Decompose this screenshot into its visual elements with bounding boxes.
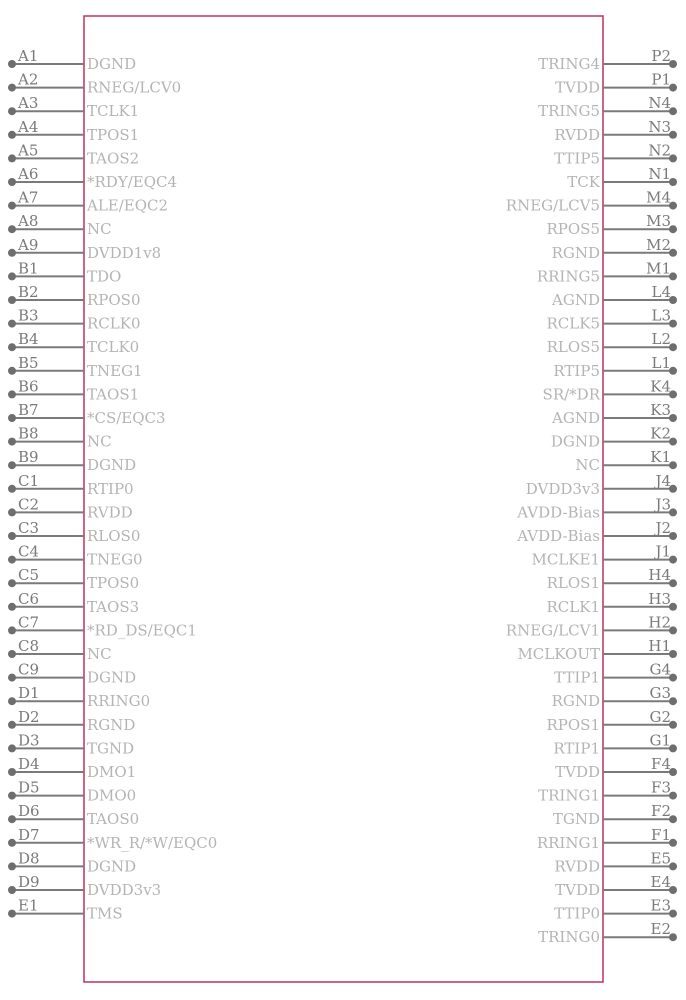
- pin-name-label: TVDD: [555, 881, 600, 899]
- pin-number: C1: [18, 471, 40, 490]
- pin-number: G1: [649, 731, 671, 750]
- pin-number: J3: [655, 495, 671, 514]
- pin-name-label: DGND: [87, 668, 137, 687]
- pin-name-label: TRING1: [538, 786, 600, 805]
- pin-name-label: RPOS1: [546, 715, 600, 734]
- pin-name-label: SR/*DR: [542, 385, 600, 404]
- pin-number: B6: [18, 377, 39, 396]
- pin-terminal-dot: [8, 768, 16, 776]
- pin-number: C5: [18, 566, 40, 585]
- pin-name-label: RGND: [551, 243, 600, 262]
- pin-terminal-dot: [8, 839, 16, 847]
- pin-name-label: TTIP5: [554, 149, 600, 168]
- pin-number: D7: [18, 825, 40, 844]
- pin-name-label: NC: [87, 432, 112, 451]
- pin-name-label: DGND: [87, 456, 137, 475]
- pin-name-label: TVDD: [555, 763, 600, 781]
- pin-number: K4: [650, 377, 671, 396]
- pin-number: L4: [651, 283, 671, 301]
- pin-number: M3: [646, 212, 671, 231]
- pin-name-label: TNEG1: [87, 361, 143, 380]
- pin-name-label: DMO1: [87, 763, 137, 781]
- pin-name-label: RPOS0: [87, 291, 141, 309]
- pin-name-label: ALE/EQC2: [87, 196, 169, 215]
- pin-terminal-dot: [8, 532, 16, 540]
- pin-name-label: AVDD-Bias: [517, 527, 600, 545]
- pin-name-label: RLOS0: [87, 527, 141, 545]
- pin-number: D2: [18, 707, 40, 726]
- pin-number: D3: [18, 731, 40, 750]
- pin-number: N4: [648, 94, 671, 113]
- pin-name-label: NC: [87, 645, 112, 663]
- pin-name-label: RRING0: [87, 692, 151, 711]
- pin-name-label: NC: [87, 220, 112, 239]
- pin-name-label: MCLKOUT: [517, 645, 600, 663]
- pin-number: E2: [650, 920, 671, 939]
- pin-terminal-dot: [8, 343, 16, 351]
- pin-number: L2: [651, 330, 671, 349]
- pin-number: J2: [655, 519, 671, 537]
- pin-terminal-dot: [8, 461, 16, 469]
- pin-name-label: DMO0: [87, 786, 137, 805]
- pin-terminal-dot: [8, 650, 16, 658]
- pin-name-label: RPOS5: [546, 220, 600, 239]
- pin-terminal-dot: [8, 579, 16, 587]
- pin-name-label: RCLK0: [87, 314, 141, 333]
- pin-name-label: TPOS1: [87, 125, 140, 144]
- pin-name-label: TRING4: [538, 55, 600, 73]
- pin-number: H4: [648, 566, 671, 585]
- pin-terminal-dot: [8, 485, 16, 493]
- pin-number: A4: [18, 117, 39, 136]
- pin-number: C2: [18, 495, 40, 514]
- pin-terminal-dot: [8, 792, 16, 800]
- pin-name-label: TVDD: [555, 78, 600, 97]
- pin-name-label: RTIP1: [553, 739, 600, 758]
- pin-number: L1: [651, 353, 671, 372]
- pin-number: K3: [650, 401, 671, 419]
- pin-terminal-dot: [8, 272, 16, 280]
- pin-number: C9: [18, 660, 40, 679]
- pin-number: F4: [651, 755, 671, 773]
- pin-name-label: RGND: [87, 715, 136, 734]
- pin-number: N2: [648, 141, 671, 160]
- pin-number: A8: [18, 212, 39, 231]
- pin-number: K2: [650, 424, 671, 443]
- pin-number: D1: [18, 684, 40, 703]
- pin-number: D6: [18, 802, 40, 821]
- pin-name-label: TAOS3: [87, 597, 140, 616]
- pin-terminal-dot: [8, 202, 16, 210]
- pin-number: J1: [655, 542, 671, 561]
- pin-number: B3: [18, 306, 39, 325]
- pin-name-label: TTIP1: [554, 668, 600, 687]
- pin-number: M2: [646, 235, 671, 254]
- pin-terminal-dot: [8, 84, 16, 92]
- pin-number: A2: [18, 70, 39, 89]
- pin-name-label: RVDD: [554, 125, 600, 144]
- pin-name-label: TAOS2: [87, 149, 140, 168]
- pin-number: A3: [18, 94, 39, 113]
- pin-number: C3: [18, 519, 40, 537]
- pin-name-label: TGND: [552, 810, 600, 829]
- pin-name-label: RNEG/LCV5: [505, 196, 600, 215]
- pin-number: A7: [18, 188, 39, 207]
- pin-name-label: AVDD-Bias: [517, 503, 600, 522]
- pin-terminal-dot: [8, 862, 16, 870]
- pin-number: C7: [18, 613, 40, 632]
- pin-name-label: MCLKE1: [531, 550, 600, 569]
- pin-name-label: TPOS0: [87, 574, 140, 593]
- pin-terminal-dot: [8, 178, 16, 186]
- pin-name-label: RGND: [551, 692, 600, 711]
- pin-number: F1: [651, 825, 671, 844]
- pin-number: N3: [648, 117, 671, 136]
- pin-number: G3: [649, 684, 671, 703]
- pin-name-label: TCLK0: [87, 338, 140, 357]
- pin-number: B9: [18, 448, 39, 467]
- pin-terminal-dot: [8, 367, 16, 375]
- pin-number: H3: [648, 589, 671, 608]
- pin-number: A6: [18, 165, 39, 183]
- pin-name-label: RNEG/LCV0: [87, 78, 182, 97]
- pin-name-label: RRING1: [536, 833, 600, 852]
- pin-name-label: *RD_DS/EQC1: [87, 621, 197, 640]
- pin-name-label: TTIP0: [554, 904, 600, 923]
- pin-name-label: RLOS1: [546, 574, 600, 593]
- pin-name-label: TRING5: [538, 102, 600, 121]
- pin-name-label: TAOS1: [87, 385, 140, 404]
- pin-number: B5: [18, 353, 39, 372]
- pin-number: D8: [18, 849, 40, 868]
- pin-terminal-dot: [8, 815, 16, 823]
- pin-name-label: RLOS5: [546, 338, 600, 357]
- pin-terminal-dot: [8, 886, 16, 894]
- pin-terminal-dot: [8, 414, 16, 422]
- pin-name-label: RNEG/LCV1: [505, 621, 600, 640]
- pin-terminal-dot: [8, 626, 16, 634]
- pin-number: B8: [18, 424, 39, 443]
- pin-number: J4: [655, 471, 671, 490]
- pin-number: N1: [648, 165, 671, 183]
- pin-name-label: TDO: [87, 267, 122, 286]
- pin-number: A5: [18, 141, 39, 160]
- pin-name-label: DGND: [550, 432, 600, 451]
- pin-terminal-dot: [8, 390, 16, 398]
- pin-name-label: TMS: [87, 904, 123, 923]
- pin-number: A9: [18, 235, 39, 254]
- pin-number: B1: [18, 259, 39, 278]
- pin-number: A1: [18, 47, 39, 65]
- pin-name-label: AGND: [552, 291, 600, 309]
- pin-number: C6: [18, 589, 40, 608]
- pin-number: E1: [18, 896, 39, 915]
- pin-terminal-dot: [8, 744, 16, 752]
- pin-terminal-dot: [8, 438, 16, 446]
- pin-name-label: RCLK1: [546, 597, 600, 616]
- pin-terminal-dot: [8, 225, 16, 233]
- pin-number: G4: [649, 660, 671, 679]
- pin-name-label: RTIP5: [553, 361, 600, 380]
- pin-number: E4: [650, 873, 671, 891]
- pin-name-label: TNEG0: [87, 550, 143, 569]
- pin-terminal-dot: [8, 697, 16, 705]
- pin-number: E5: [650, 849, 671, 868]
- pin-name-label: TCK: [567, 173, 600, 191]
- pin-name-label: TRING0: [538, 928, 600, 947]
- pin-number: F3: [651, 778, 671, 797]
- pin-number: K1: [650, 448, 671, 467]
- pin-terminal-dot: [8, 674, 16, 682]
- pin-terminal-dot: [8, 249, 16, 257]
- pin-number: B7: [18, 401, 39, 419]
- pin-number: C4: [18, 542, 40, 561]
- pin-name-label: DVDD3v3: [525, 479, 600, 498]
- pin-name-label: *RDY/EQC4: [87, 173, 178, 191]
- pin-name-label: RTIP0: [87, 479, 134, 498]
- pin-terminal-dot: [8, 910, 16, 918]
- pin-name-label: TCLK1: [87, 102, 140, 121]
- pin-number: L3: [651, 306, 671, 325]
- pin-terminal-dot: [8, 603, 16, 611]
- pin-number: P1: [651, 70, 671, 89]
- pin-terminal-dot: [8, 131, 16, 139]
- pin-name-label: RCLK5: [546, 314, 600, 333]
- pin-number: H1: [648, 637, 671, 655]
- pin-terminal-dot: [8, 320, 16, 328]
- pin-number: G2: [649, 707, 671, 726]
- pin-number: D4: [18, 755, 40, 773]
- pin-name-label: RVDD: [87, 503, 133, 522]
- pin-number: B4: [18, 330, 39, 349]
- pin-name-label: TAOS0: [87, 810, 140, 829]
- pin-name-label: DGND: [87, 857, 137, 876]
- pin-name-label: *CS/EQC3: [87, 409, 166, 427]
- pin-number: P2: [651, 47, 671, 65]
- pin-name-label: DGND: [87, 55, 137, 73]
- pin-name-label: *WR_R/*W/EQC0: [87, 833, 218, 852]
- pin-terminal-dot: [8, 556, 16, 564]
- pin-number: E3: [650, 896, 671, 915]
- pin-name-label: DVDD3v3: [87, 881, 162, 899]
- pin-terminal-dot: [8, 721, 16, 729]
- pin-number: M1: [646, 259, 671, 278]
- pin-terminal-dot: [8, 296, 16, 304]
- pin-name-label: TGND: [87, 739, 135, 758]
- pin-terminal-dot: [8, 154, 16, 162]
- pin-name-label: RRING5: [536, 267, 600, 286]
- pin-number: D9: [18, 873, 40, 891]
- pin-terminal-dot: [8, 107, 16, 115]
- pin-number: H2: [648, 613, 671, 632]
- pin-number: D5: [18, 778, 40, 797]
- pin-name-label: NC: [575, 456, 600, 475]
- pin-terminal-dot: [8, 60, 16, 68]
- pin-name-label: DVDD1v8: [87, 243, 162, 262]
- pin-number: F2: [651, 802, 671, 821]
- pin-name-label: AGND: [552, 409, 600, 427]
- pin-number: C8: [18, 637, 40, 655]
- pin-number: M4: [646, 188, 671, 207]
- pin-number: B2: [18, 283, 39, 301]
- pin-terminal-dot: [8, 508, 16, 516]
- pin-name-label: RVDD: [554, 857, 600, 876]
